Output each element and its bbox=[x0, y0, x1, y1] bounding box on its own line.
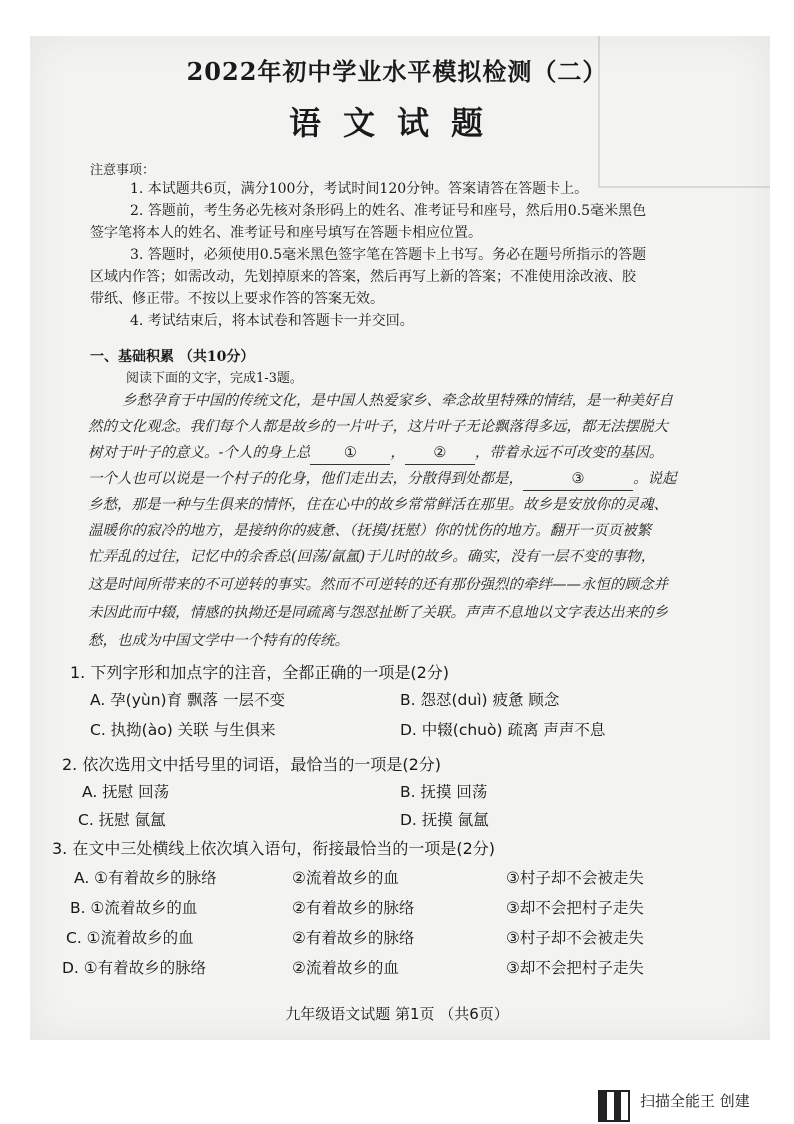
note-3a: 3. 答题时，必须使用0.5毫米黑色签字笔在答题卡上书写。务必在题号所指示的答题 bbox=[130, 247, 647, 263]
passage-line-10: 愁，也成为中国文学中一个特有的传统。 bbox=[88, 633, 349, 649]
q2-option-c: C. 抚慰 氤氲 bbox=[78, 811, 166, 829]
passage-line-2: 然的文化观念。我们每个人都是故乡的一片叶子，这片叶子无论飘落得多远，都无法摆脱大 bbox=[88, 419, 668, 435]
note-2b: 签字笔将本人的姓名、准考证号和座号填写在答题卡相应位置。 bbox=[90, 225, 482, 241]
section-heading: 一、基础积累 （共10分） bbox=[90, 349, 255, 365]
blank-2: ② bbox=[405, 442, 475, 465]
passage-line-4: 一个人也可以说是一个村子的化身，他们走出去，分散得到处都是， ③ 。说起 bbox=[88, 468, 677, 491]
passage-line-9: 未因此而中辍，情感的执拗还是同疏离与怨怼扯断了关联。声声不息地以文字表达出来的乡 bbox=[88, 605, 668, 621]
q1-option-c: C. 执拗(ào) 关联 与生俱来 bbox=[90, 721, 276, 739]
q2-option-b: B. 抚摸 回荡 bbox=[400, 783, 488, 801]
section-intro: 阅读下面的文字，完成1-3题。 bbox=[126, 371, 303, 386]
question-1-stem: 1. 下列字形和加点字的注音，全都正确的一项是(2分) bbox=[70, 663, 450, 682]
blank-1: ① bbox=[310, 442, 390, 465]
q2-option-a: A. 抚慰 回荡 bbox=[82, 783, 170, 801]
passage-line-5: 乡愁，那是一种与生俱来的情怀，住在心中的故乡常常鲜活在那里。故乡是安放你的灵魂、 bbox=[88, 497, 668, 513]
q1-option-a: A. 孕(yùn)育 飘落 一层不变 bbox=[90, 691, 285, 709]
q3-option-d-1: D. ①有着故乡的脉络 bbox=[62, 959, 207, 977]
q3-option-c-2: ②有着故乡的脉络 bbox=[292, 929, 415, 947]
note-3b: 区域内作答；如需改动，先划掉原来的答案，然后再写上新的答案；不准使用涂改液、胶 bbox=[90, 269, 636, 285]
q1-option-d: D. 中辍(chuò) 疏离 声声不息 bbox=[400, 721, 606, 739]
passage-line-3: 树对于叶子的意义。-个人的身上总 ① ， ② ，带着永远不可改变的基因。 bbox=[88, 442, 663, 465]
passage-line-8: 这是时间所带来的不可逆转的事实。然而不可逆转的还有那份强烈的牵绊——永恒的顾念并 bbox=[88, 577, 668, 593]
passage-line-1: 乡愁孕育于中国的传统文化，是中国人热爱家乡、牵念故里特殊的情结，是一种美好自 bbox=[122, 393, 673, 409]
notes-heading: 注意事项： bbox=[90, 163, 156, 178]
q3-option-c-3: ③村子却不会被走失 bbox=[506, 929, 644, 947]
q2-option-d: D. 抚摸 氤氲 bbox=[400, 811, 489, 829]
passage-line-7: 忙弄乱的过往，记忆中的余香总(回荡/氤氲)于儿时的故乡。确实，没有一层不变的事物， bbox=[88, 549, 656, 565]
page-footer: 九年级语文试题 第1页 （共6页） bbox=[285, 1005, 509, 1023]
q3-option-a-1: A. ①有着故乡的脉络 bbox=[74, 869, 217, 887]
q3-option-b-1: B. ①流着故乡的血 bbox=[70, 899, 198, 917]
note-3c: 带纸、修正带。不按以上要求作答的答案无效。 bbox=[90, 291, 384, 307]
q3-option-a-3: ③村子却不会被走失 bbox=[506, 869, 644, 887]
question-3-stem: 3. 在文中三处横线上依次填入语句，衔接最恰当的一项是(2分) bbox=[52, 839, 496, 858]
q3-option-b-2: ②有着故乡的脉络 bbox=[292, 899, 415, 917]
q3-option-d-3: ③却不会把村子走失 bbox=[506, 959, 644, 977]
note-4: 4. 考试结束后，将本试卷和答题卡一并交回。 bbox=[130, 313, 414, 329]
note-2a: 2. 答题前，考生务必先核对条形码上的姓名、准考证号和座号，然后用0.5毫米黑色 bbox=[130, 203, 647, 219]
qr-code-icon bbox=[598, 1090, 630, 1122]
blank-3: ③ bbox=[523, 468, 633, 491]
q1-option-b: B. 怨怼(duì) 疲惫 顾念 bbox=[400, 691, 560, 709]
q3-option-a-2: ②流着故乡的血 bbox=[292, 869, 399, 887]
passage-line-6: 温暖你的寂冷的地方，是接纳你的疲惫、（抚摸/抚慰）你的忧伤的地方。翻开一页页被繁 bbox=[88, 523, 652, 539]
question-2-stem: 2. 依次选用文中括号里的词语，最恰当的一项是(2分) bbox=[62, 755, 442, 774]
q3-option-d-2: ②流着故乡的血 bbox=[292, 959, 399, 977]
subject-title: 语文试题 bbox=[288, 104, 505, 142]
scanner-watermark: 扫描全能王 创建 bbox=[640, 1092, 750, 1110]
note-1: 1. 本试题共6页，满分100分，考试时间120分钟。答案请答在答题卡上。 bbox=[130, 181, 589, 197]
q3-option-b-3: ③却不会把村子走失 bbox=[506, 899, 644, 917]
exam-title: 2022年初中学业水平模拟检测（二） bbox=[186, 57, 608, 86]
q3-option-c-1: C. ①流着故乡的血 bbox=[66, 929, 194, 947]
